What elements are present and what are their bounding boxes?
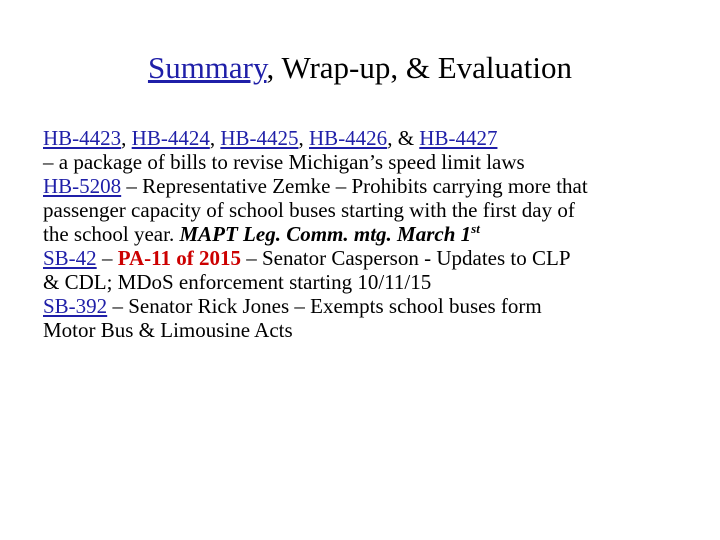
hb-4423-link[interactable]: HB-4423 [43,126,122,150]
mapt-meeting-text: MAPT Leg. Comm. mtg. March 1 [179,222,472,246]
hb-5208-line [43,174,703,198]
hb-5208-text: – Representative Zemke – Prohibits carrying more that [121,174,588,198]
sb-42-link[interactable]: SB-42 [43,246,97,270]
hb-5208-line-2: passenger capacity of school buses starting with the first day of [43,198,575,222]
separator: , [121,126,132,150]
sb-392-text: – Senator Rick Jones – Exempts school buses form [107,294,542,318]
hb-5208-link[interactable]: HB-5208 [43,174,122,198]
separator: , [298,126,310,150]
hb-5208-line-3 [43,222,703,246]
sb-42-line-2: & CDL; MDoS enforcement starting 10/11/15 [43,270,432,294]
summary-link[interactable]: Summary [147,50,267,85]
date-suffix: st [471,221,480,236]
sb-42-dash: – [96,246,118,270]
slide-title [0,50,720,86]
bills-package-description: – a package of bills to revise Michigan’s speed limit laws [43,150,525,174]
hb-4427-link[interactable]: HB-4427 [419,126,498,150]
title-rest: , Wrap-up, & Evaluation [266,50,573,85]
bills-package-line [43,126,703,150]
sb-392-line-2: Motor Bus & Limousine Acts [43,318,293,342]
sb-392-link[interactable]: SB-392 [43,294,108,318]
sb-42-line [43,246,703,270]
mapt-meeting-note [179,222,479,246]
hb-5208-line-3-text: the school year. [43,222,180,246]
slide-body [43,126,703,342]
hb-4424-link[interactable]: HB-4424 [131,126,210,150]
pa-11-2015-label: PA-11 of 2015 [117,246,241,270]
separator: , [209,126,221,150]
hb-4425-link[interactable]: HB-4425 [220,126,299,150]
sb-42-text: – Senator Casperson - Updates to CLP [240,246,571,270]
hb-4426-link[interactable]: HB-4426 [309,126,388,150]
sb-392-line [43,294,703,318]
separator: , & [387,126,420,150]
